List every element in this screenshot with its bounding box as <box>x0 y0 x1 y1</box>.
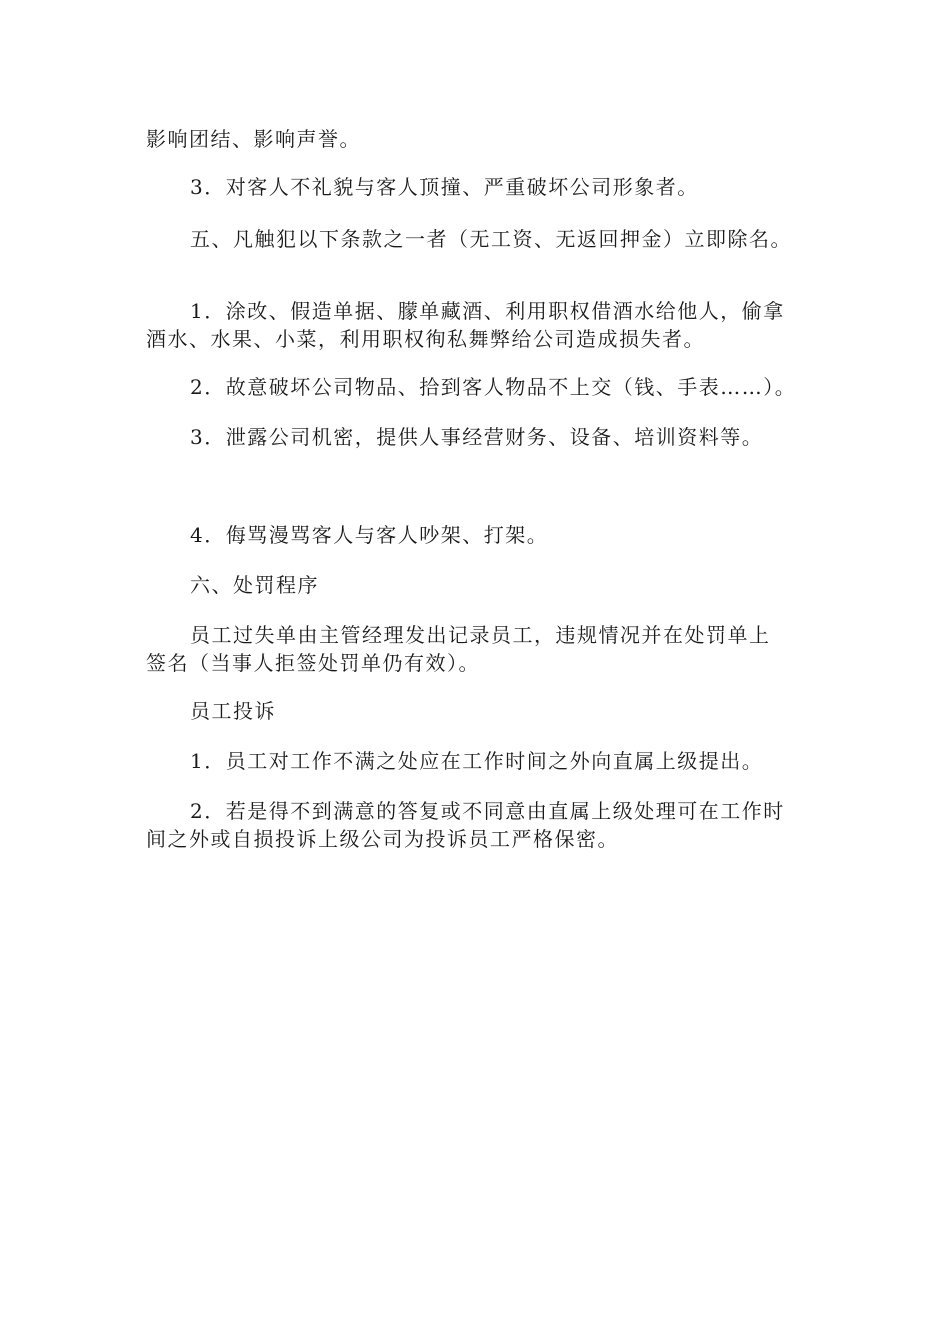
text-line-15: 间之外或自损投诉上级公司为投诉员工严格保密。 <box>146 827 619 851</box>
text-line-8: 4．侮骂漫骂客人与客人吵架、打架。 <box>190 523 549 547</box>
text-line-14: 2．若是得不到满意的答复或不同意由直属上级处理可在工作时 <box>190 799 785 823</box>
text-line-11: 签名（当事人拒签处罚单仍有效）。 <box>146 651 480 675</box>
section-heading-complaints: 员工投诉 <box>190 699 276 723</box>
section-heading-5: 五、凡触犯以下条款之一者（无工资、无返回押金）立即除名。 <box>190 227 792 251</box>
text-line-1: 影响团结、影响声誉。 <box>146 127 361 151</box>
text-line-7: 3．泄露公司机密，提供人事经营财务、设备、培训资料等。 <box>190 425 764 449</box>
text-line-6: 2．故意破坏公司物品、拾到客人物品不上交（钱、手表……）。 <box>190 375 797 399</box>
text-line-4: 1．涂改、假造单据、朦单藏酒、利用职权借酒水给他人，偷拿 <box>190 299 785 323</box>
text-line-5: 酒水、水果、小菜，利用职权徇私舞弊给公司造成损失者。 <box>146 327 705 351</box>
section-heading-6: 六、处罚程序 <box>190 573 319 597</box>
text-line-10: 员工过失单由主管经理发出记录员工，违规情况并在处罚单上 <box>190 623 771 647</box>
text-line-2: 3．对客人不礼貌与客人顶撞、严重破坏公司形象者。 <box>190 175 699 199</box>
text-line-13: 1．员工对工作不满之处应在工作时间之外向直属上级提出。 <box>190 749 764 773</box>
